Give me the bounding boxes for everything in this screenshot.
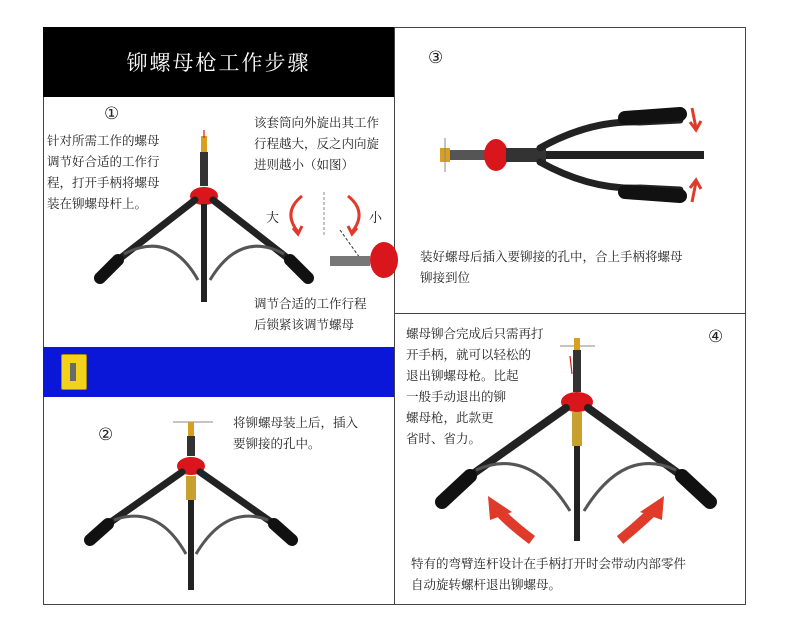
step4-text: 螺母铆合完成后只需再打 开手柄，就可以轻松的 退出铆螺母枪。比起 一般手动退出的铆 螺母枪，此款更 省时、省力。	[406, 326, 544, 446]
step1-number: ①	[104, 104, 120, 124]
stroke-scale-icon	[61, 354, 87, 390]
tool-head-closeup	[330, 230, 394, 280]
step1-text: 针对所需工作的螺母 调节好合适的工作行 程，打开手柄将螺母 装在铆螺母杆上。	[47, 133, 160, 211]
step3-number: ③	[428, 48, 444, 68]
rivet-tool-image-step3	[440, 100, 720, 210]
divider-right	[394, 313, 746, 314]
step4-footer: 特有的弯臂连杆设计在手柄打开时会带动内部零件 自动旋转螺杆退出铆螺母。	[411, 556, 687, 592]
step1-note-top: 该套筒向外旋出其工作 行程越大，反之内向旋 进则越小（如图）	[254, 115, 380, 172]
vertical-divider	[394, 27, 395, 605]
step2-text: 将铆螺母装上后，插入 要铆接的孔中。	[233, 415, 359, 451]
page-title: 铆螺母枪工作步骤	[43, 27, 394, 97]
step2-number: ②	[98, 425, 114, 445]
label-big: 大	[266, 211, 280, 226]
step3-text: 装好螺母后插入要铆接的孔中，合上手柄将螺母 铆接到位	[420, 249, 683, 285]
step1-note-bottom: 调节合适的工作行程 后锁紧该调节螺母	[254, 296, 367, 332]
label-small: 小	[369, 211, 383, 226]
info-banner	[43, 347, 394, 397]
step4-number: ④	[708, 327, 724, 347]
rivet-tool-image-step4	[420, 336, 730, 548]
rivet-tool-image-step2	[78, 414, 318, 594]
